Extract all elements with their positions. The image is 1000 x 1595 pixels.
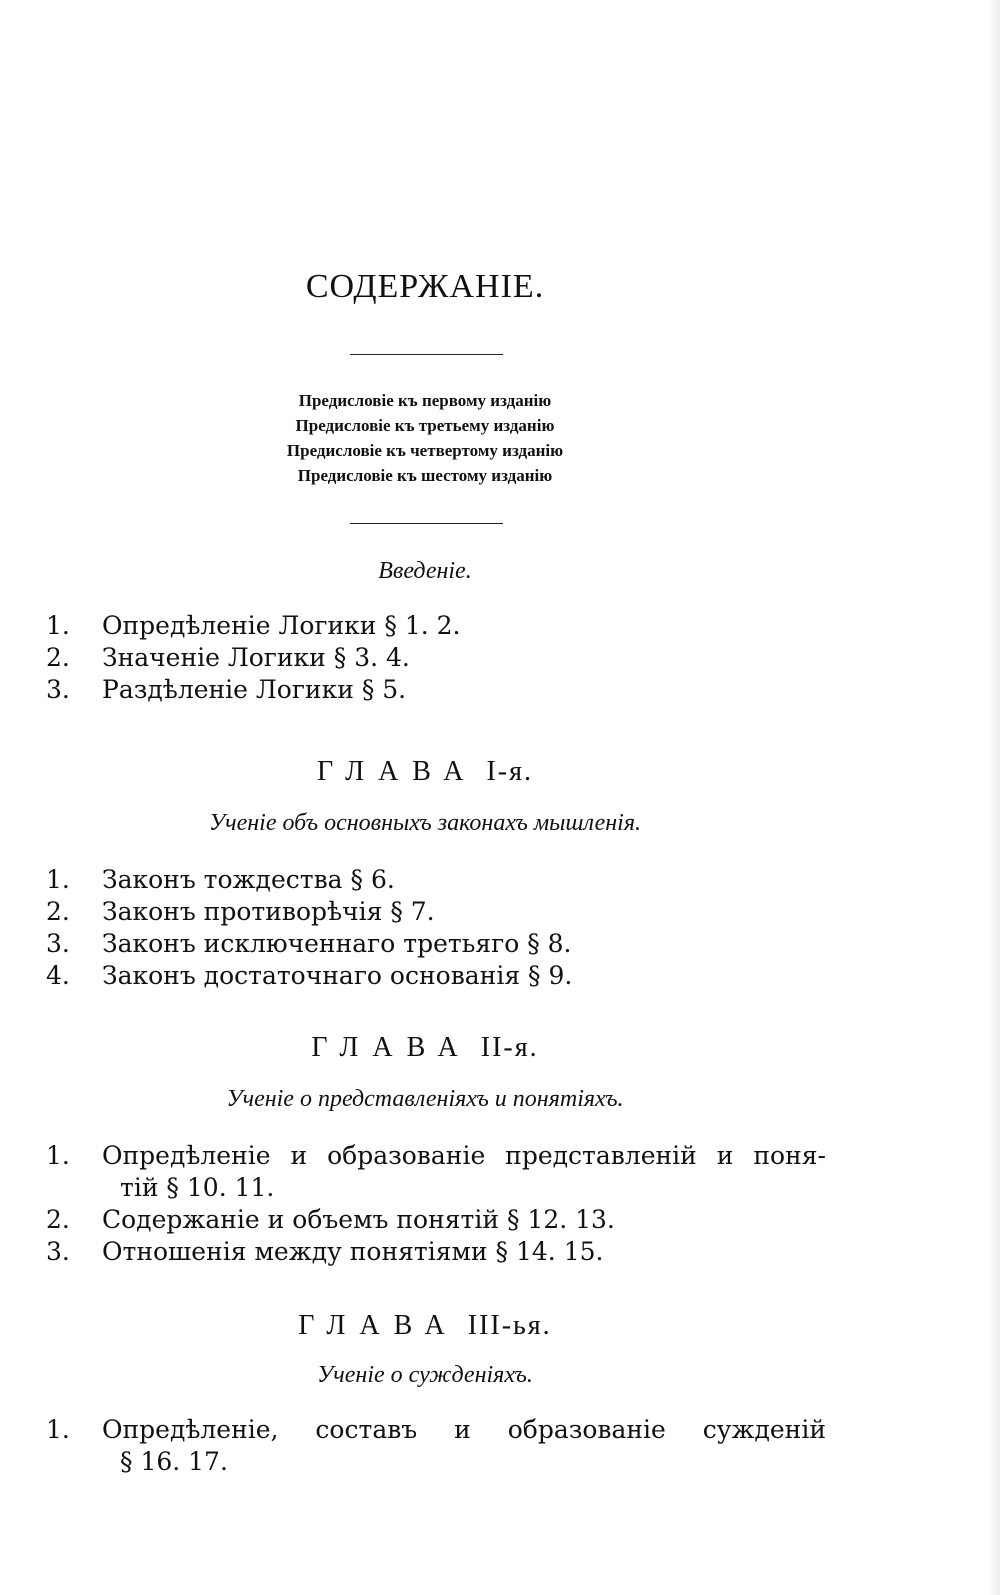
preface-third: Предисловіе къ третьему изданію bbox=[295, 416, 555, 435]
item-number: 2. bbox=[46, 643, 70, 672]
item-number: 1. bbox=[46, 611, 70, 640]
chapter-2-list bbox=[46, 1140, 826, 1268]
chapter-3-list bbox=[46, 1414, 826, 1478]
item-number: 1. bbox=[46, 865, 70, 894]
list-item bbox=[46, 928, 826, 960]
chapter-3-heading bbox=[0, 1310, 850, 1342]
item-text: Опредѣленіе и образованіе представленій и поня- bbox=[102, 1141, 826, 1170]
preface-first: Предисловіе къ первому изданію bbox=[298, 391, 552, 410]
divider-bottom bbox=[350, 523, 503, 524]
chapter-word: ГЛАВА bbox=[317, 756, 478, 787]
introduction-list bbox=[46, 610, 826, 706]
list-item bbox=[46, 960, 826, 992]
preface-fourth: Предисловіе къ четвертому изданію bbox=[286, 441, 564, 460]
item-text: Раздѣленіе Логики § 5. bbox=[102, 675, 407, 704]
list-item bbox=[46, 642, 826, 674]
introduction-heading: Введеніе. bbox=[378, 558, 472, 584]
prefaces-list bbox=[0, 388, 850, 488]
chapter-3-subtitle: Ученіе о сужденіяхъ. bbox=[317, 1362, 533, 1388]
chapter-number: III-ья. bbox=[467, 1310, 552, 1341]
item-text: Опредѣленіе, составъ и образованіе сужденій bbox=[102, 1415, 826, 1444]
item-text: Законъ противорѣчія § 7. bbox=[102, 897, 435, 926]
item-text: Отношенія между понятіями § 14. 15. bbox=[102, 1237, 604, 1266]
item-text: Опредѣленіе Логики § 1. 2. bbox=[102, 611, 461, 640]
page-title: СОДЕРЖАНІЕ. bbox=[305, 268, 545, 305]
item-number: 3. bbox=[46, 1237, 70, 1266]
item-number: 1. bbox=[46, 1141, 70, 1170]
page-edge bbox=[988, 0, 1000, 1595]
chapter-2-heading bbox=[0, 1032, 850, 1064]
item-number: 1. bbox=[46, 1415, 70, 1444]
chapter-word: ГЛАВА bbox=[298, 1310, 459, 1341]
list-item bbox=[46, 896, 826, 928]
list-item bbox=[46, 1236, 826, 1268]
item-number: 4. bbox=[46, 961, 70, 990]
item-continuation: § 16. 17. bbox=[120, 1447, 228, 1476]
chapter-number: II-я. bbox=[480, 1032, 539, 1063]
chapter-1-subtitle: Ученіе объ основныхъ законахъ мышленія. bbox=[209, 810, 641, 836]
list-item bbox=[46, 864, 826, 896]
chapter-2-subtitle: Ученіе о представленіяхъ и понятіяхъ. bbox=[226, 1086, 624, 1112]
list-item bbox=[46, 1140, 826, 1172]
chapter-word: ГЛАВА bbox=[311, 1032, 472, 1063]
chapter-1-heading bbox=[0, 756, 850, 788]
list-item bbox=[46, 674, 826, 706]
preface-sixth: Предисловіе къ шестому изданію bbox=[297, 466, 553, 485]
item-number: 2. bbox=[46, 897, 70, 926]
divider-top bbox=[350, 354, 503, 355]
chapter-number: I-я. bbox=[486, 756, 533, 787]
item-text: Законъ тождества § 6. bbox=[102, 865, 395, 894]
item-number: 2. bbox=[46, 1205, 70, 1234]
item-text: Законъ исключеннаго третьяго § 8. bbox=[102, 929, 572, 958]
list-item bbox=[46, 1414, 826, 1446]
item-text: Содержаніе и объемъ понятій § 12. 13. bbox=[102, 1205, 615, 1234]
item-number: 3. bbox=[46, 929, 70, 958]
item-text: Законъ достаточнаго основанія § 9. bbox=[102, 961, 573, 990]
list-item bbox=[46, 610, 826, 642]
item-text: Значеніе Логики § 3. 4. bbox=[102, 643, 410, 672]
chapter-1-list bbox=[46, 864, 826, 992]
item-continuation: тій § 10. 11. bbox=[120, 1173, 275, 1202]
item-number: 3. bbox=[46, 675, 70, 704]
list-item bbox=[46, 1204, 826, 1236]
